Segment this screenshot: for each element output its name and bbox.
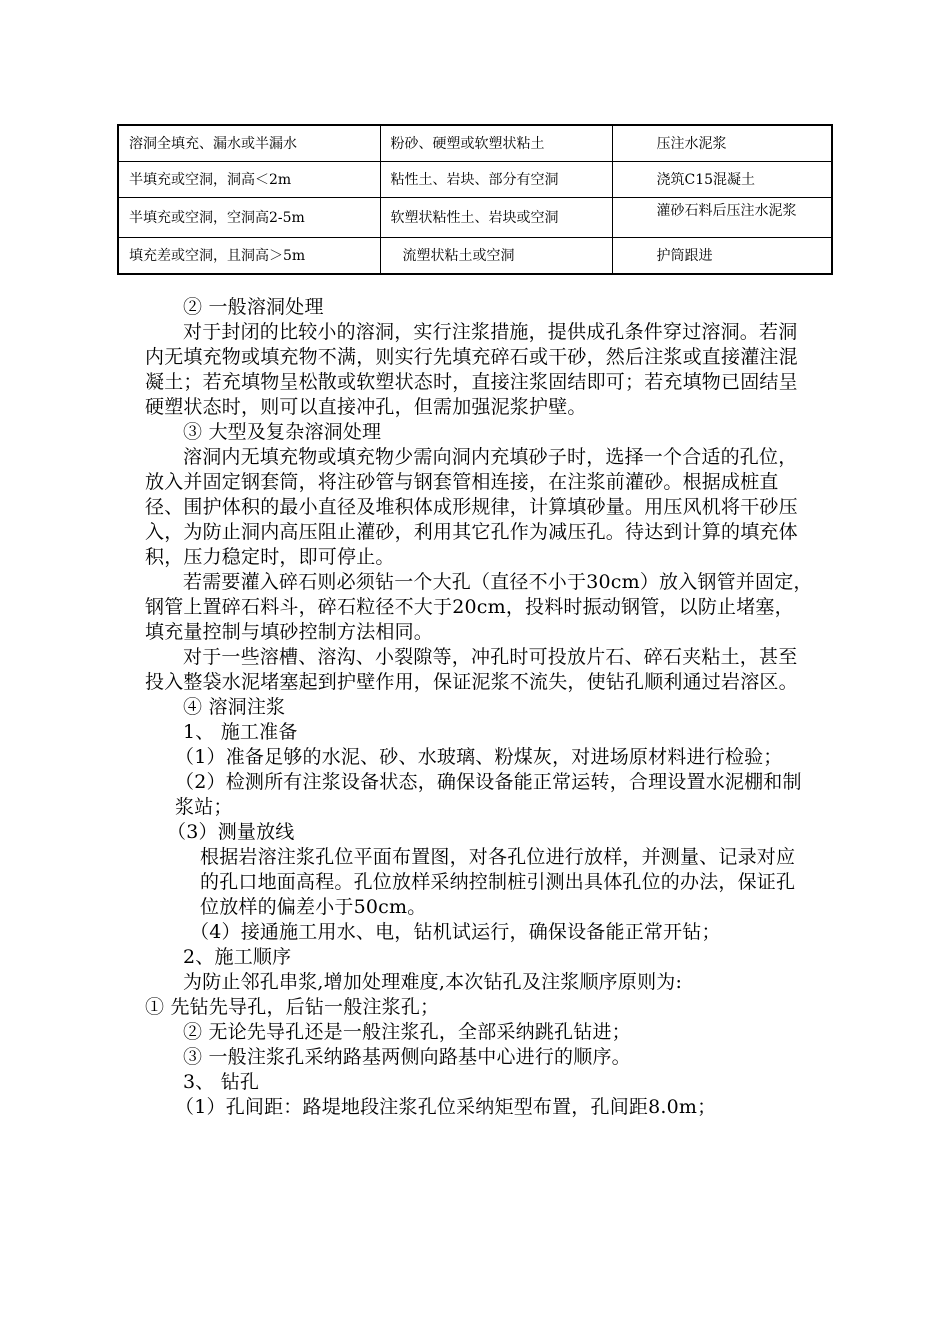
paragraph: 根据岩溶注浆孔位平面布置图，对各孔位进行放样，并测量、记录对应的孔口地面高程。孔位放样采纳控制桩引测出具体孔位的办法，保证孔位放样的偏差小于50cm。 (200, 846, 796, 918)
table-cell: 浇筑C15混凝土 (612, 162, 832, 198)
paragraph: 对于封闭的比较小的溶洞，实行注浆措施，提供成孔条件穿过溶洞。若洞内无填充物或填充物不满，则实行先填充碎石或干砂，然后注浆或直接灌注混凝土；若充填物呈松散或软塑状态时，直接注浆固结即可；若充填物已固结呈硬塑状态时，则可以直接冲孔，但需加强泥浆护壁。 (145, 321, 798, 418)
list-item: ③ 一般注浆孔采纳路基两侧向路基中心进行的顺序。 (183, 1046, 631, 1068)
table-cell: 粉砂、硬塑或软塑状粘土 (380, 125, 612, 162)
table-cell: 半填充或空洞，洞高＜2m (118, 162, 380, 198)
table-row (118, 162, 832, 198)
table-cell: 粘性土、岩块、部分有空洞 (380, 162, 612, 198)
table-row (118, 125, 832, 162)
section-heading: ④ 溶洞注浆 (183, 696, 286, 718)
body-text (145, 295, 813, 1120)
subsection-heading: 1、 施工准备 (183, 721, 298, 743)
table-cell: 压注水泥浆 (612, 125, 832, 162)
table-cell: 填充差或空洞，且洞高＞5m (118, 238, 380, 275)
karst-treatment-table (117, 124, 833, 275)
table-cell: 软塑状粘性土、岩块或空洞 (380, 198, 612, 238)
list-item: ① 先钻先导孔，后钻一般注浆孔； (145, 996, 440, 1018)
list-item: （1）准备足够的水泥、砂、水玻璃、粉煤灰，对进场原材料进行检验； (175, 746, 783, 768)
paragraph: 为防止邻孔串浆,增加处理难度,本次钻孔及注浆顺序原则为: (183, 971, 683, 993)
list-item: ② 无论先导孔还是一般注浆孔，全部采纳跳孔钻进； (183, 1021, 631, 1043)
table-cell: 溶洞全填充、漏水或半漏水 (118, 125, 380, 162)
table-cell: 护筒跟进 (612, 238, 832, 275)
list-item: （1）孔间距：路堤地段注浆孔位采纳矩型布置，孔间距8.0m； (175, 1096, 717, 1118)
paragraph: 溶洞内无填充物或填充物少需向洞内充填砂子时，选择一个合适的孔位，放入并固定钢套筒，将注砂管与钢套管相连接，在注浆前灌砂。根据成桩直径、围护体积的最小直径及堆积体成形规律，计算填砂量。用压风机将干砂压入，为防止洞内高压阻止灌砂，利用其它孔作为减压孔。待达到计算的填充体积，压力稳定时，即可停止。 (145, 446, 798, 568)
subsection-heading: 2、施工顺序 (183, 946, 292, 968)
list-item: （2）检测所有注浆设备状态，确保设备能正常运转，合理设置水泥棚和制浆站； (175, 771, 802, 818)
subsection-heading: 3、 钻孔 (183, 1071, 260, 1093)
paragraph: 若需要灌入碎石则必须钻一个大孔（直径不小于30cm）放入钢管并固定，钢管上置碎石料斗，碎石粒径不大于20cm，投料时振动钢管，以防止堵塞，填充量控制与填砂控制方法相同。 (145, 571, 813, 643)
table-row (118, 198, 832, 238)
table-cell: 流塑状粘土或空洞 (380, 238, 612, 275)
table-cell: 灌砂石料后压注水泥浆 (612, 198, 832, 238)
list-item: （3）测量放线 (167, 821, 295, 843)
list-item: （4）接通施工用水、电，钻机试运行，确保设备能正常开钻； (190, 921, 721, 943)
paragraph: 对于一些溶槽、溶沟、小裂隙等，冲孔时可投放片石、碎石夹粘土，甚至投入整袋水泥堵塞起到护壁作用，保证泥浆不流失，使钻孔顺利通过岩溶区。 (145, 646, 798, 693)
section-heading: ③ 大型及复杂溶洞处理 (183, 421, 382, 443)
section-heading: ② 一般溶洞处理 (183, 296, 324, 318)
table-cell: 半填充或空洞，空洞高2-5m (118, 198, 380, 238)
table-row (118, 238, 832, 275)
